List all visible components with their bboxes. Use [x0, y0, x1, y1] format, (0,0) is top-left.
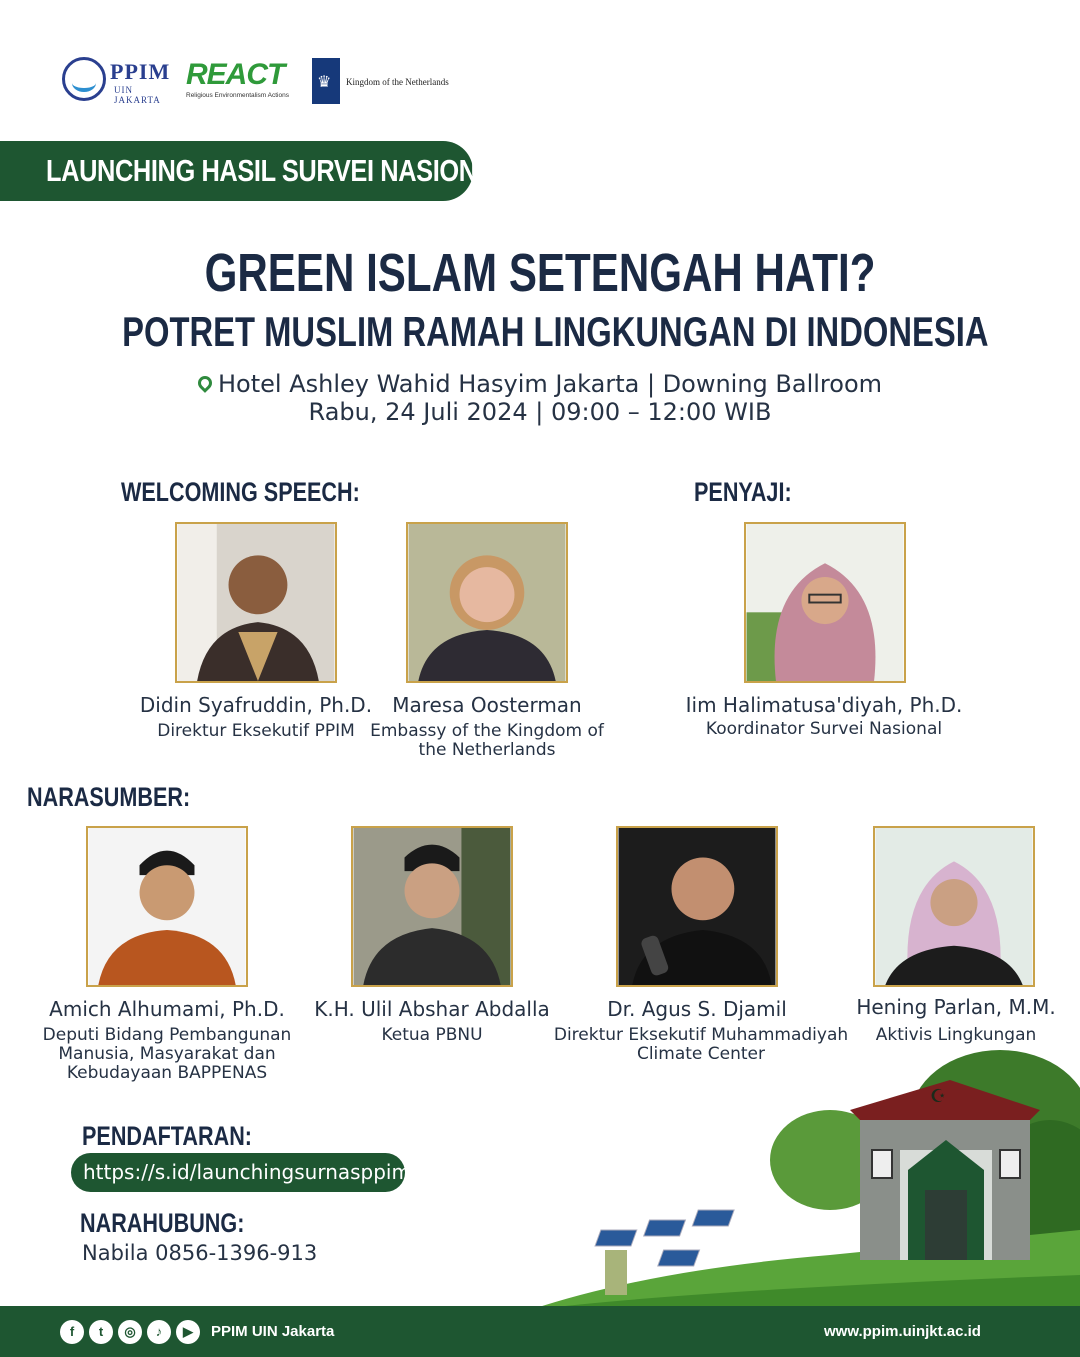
event-subtitle — [0, 308, 1080, 356]
presenter-role: Koordinator Survei Nasional — [705, 719, 943, 739]
speaker-photo — [86, 826, 248, 987]
speaker-name: K.H. Ulil Abshar Abdalla — [314, 997, 550, 1021]
event-title — [0, 242, 1080, 304]
venue — [0, 370, 1080, 398]
event-type-banner — [0, 141, 510, 201]
svg-text:☪: ☪ — [930, 1086, 947, 1107]
mosque-landscape-illustration — [530, 1040, 1080, 1310]
react-logo — [186, 60, 289, 99]
speaker-role: Aktivis Lingkungan — [875, 1025, 1037, 1045]
presenter-name: Iim Halimatusa'diyah, Ph.D. — [685, 693, 963, 717]
ppim-logo-subtext: UIN JAKARTA — [114, 85, 161, 105]
registration-link[interactable] — [71, 1153, 411, 1192]
speaker-photo — [175, 522, 337, 683]
speaker-photo — [873, 826, 1035, 987]
instagram-icon[interactable]: ◎ — [118, 1320, 142, 1344]
tiktok-icon[interactable]: ♪ — [147, 1320, 171, 1344]
event-date: Rabu, 24 Juli 2024 | 09:00 – 12:00 WIB — [308, 398, 772, 426]
speaker-name: Didin Syafruddin, Ph.D. — [139, 693, 373, 717]
speaker-photo — [744, 522, 906, 683]
youtube-icon[interactable]: ▶ — [176, 1320, 200, 1344]
ppim-logo — [62, 57, 180, 103]
pendaftaran-heading: PENDAFTARAN: — [82, 1121, 252, 1151]
narasumber-heading: NARASUMBER: — [27, 782, 191, 812]
netherlands-logo-text: Kingdom of the Netherlands — [346, 77, 449, 87]
speaker-name: Maresa Oosterman — [392, 693, 582, 717]
speaker-name: Amich Alhumami, Ph.D. — [49, 997, 285, 1021]
speaker-role: Direktur Eksekutif Muhammadiyah Climate Center — [553, 1025, 849, 1064]
speaker-photo — [406, 522, 568, 683]
speaker-role: Direktur Eksekutif PPIM — [157, 721, 355, 741]
speaker-role: Deputi Bidang Pembangunan Manusia, Masyarakat dan Kebudayaan BAPPENAS — [42, 1025, 292, 1083]
speaker-role: Embassy of the Kingdom of the Netherlands — [370, 721, 604, 760]
react-logo-text: REACT — [186, 58, 285, 91]
event-title-text: GREEN ISLAM SETENGAH HATI? — [204, 243, 876, 303]
speaker-photo — [616, 826, 778, 987]
contact-person: Nabila 0856-1396-913 — [82, 1241, 318, 1265]
footer — [0, 1306, 1080, 1357]
venue-text: Hotel Ashley Wahid Hasyim Jakarta | Downing Ballroom — [217, 370, 883, 398]
speaker-role: Ketua PBNU — [381, 1025, 483, 1045]
netherlands-crest-icon — [312, 58, 340, 104]
speaker-name: Dr. Agus S. Djamil — [607, 997, 787, 1021]
welcoming-speech-heading: WELCOMING SPEECH: — [121, 477, 360, 507]
narahubung-heading: NARAHUBUNG: — [80, 1208, 245, 1238]
penyaji-heading: PENYAJI: — [694, 477, 792, 507]
social-account: PPIM UIN Jakarta — [211, 1323, 335, 1340]
location-pin-icon — [195, 373, 215, 393]
banner-text: LAUNCHING HASIL SURVEI NASIONAL — [46, 153, 510, 188]
registration-url-text: https://s.id/launchingsurnasppim — [83, 1160, 411, 1184]
event-subtitle-text: POTRET MUSLIM RAMAH LINGKUNGAN DI INDONESIA — [122, 308, 989, 355]
react-logo-subtext: Religious Environmentalism Actions — [186, 92, 289, 99]
speaker-photo — [351, 826, 513, 987]
ppim-emblem-icon — [62, 57, 106, 101]
website-link[interactable]: www.ppim.uinjkt.ac.id — [824, 1323, 981, 1340]
ppim-logo-text: PPIM — [110, 59, 171, 84]
twitter-icon[interactable]: t — [89, 1320, 113, 1344]
facebook-icon[interactable]: f — [60, 1320, 84, 1344]
speaker-name: Hening Parlan, M.M. — [856, 995, 1056, 1019]
